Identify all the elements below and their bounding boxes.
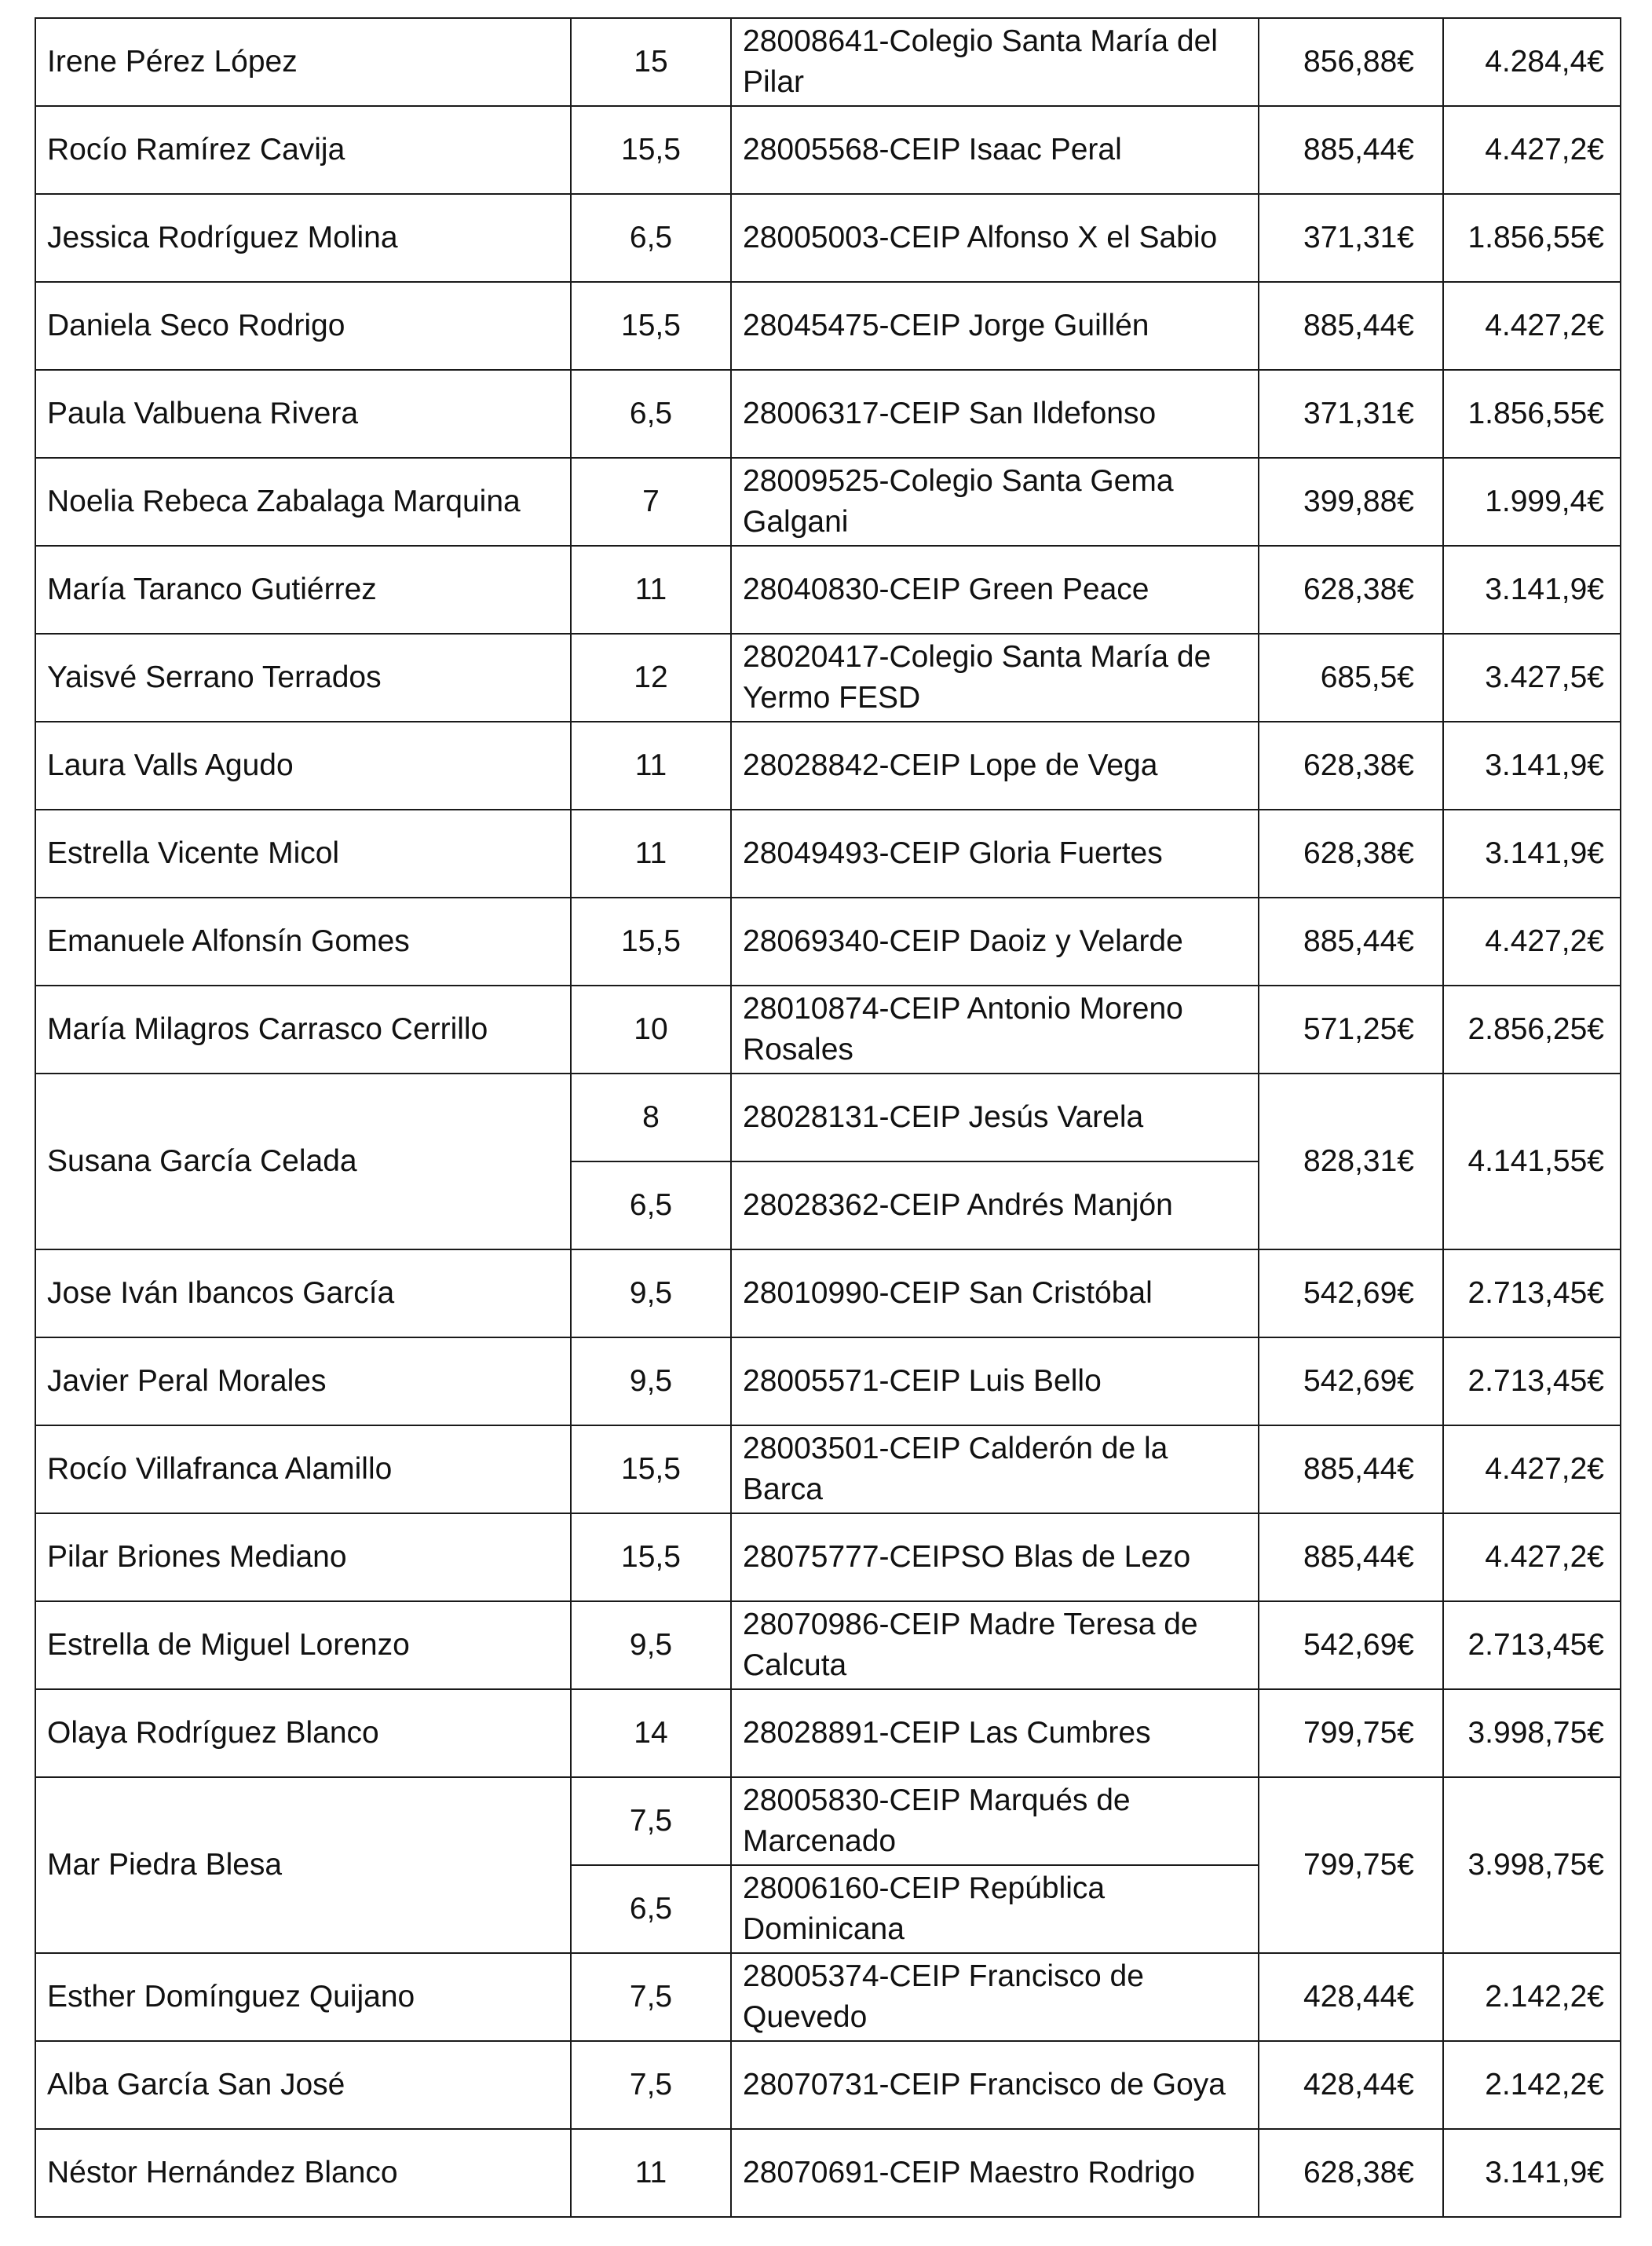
monthly-amount: 856,88€: [1259, 18, 1443, 106]
teacher-name: Alba García San José: [35, 2041, 571, 2129]
hours-cell: 6,5: [571, 1865, 731, 1953]
hours-cell: 12: [571, 634, 731, 722]
teacher-name: Rocío Ramírez Cavija: [35, 106, 571, 194]
hours-cell: 6,5: [571, 1161, 731, 1249]
school-cell: 28005374-CEIP Francisco de Quevedo: [731, 1953, 1259, 2041]
monthly-amount: 371,31€: [1259, 194, 1443, 282]
hours-cell: 11: [571, 546, 731, 634]
total-amount: 1.856,55€: [1443, 194, 1621, 282]
hours-cell: 15,5: [571, 1513, 731, 1601]
school-cell: 28040830-CEIP Green Peace: [731, 546, 1259, 634]
school-cell: 28010990-CEIP San Cristóbal: [731, 1249, 1259, 1337]
table-row: [35, 458, 1621, 546]
teacher-name: Rocío Villafranca Alamillo: [35, 1425, 571, 1513]
teacher-name: Yaisvé Serrano Terrados: [35, 634, 571, 722]
total-amount: 4.427,2€: [1443, 282, 1621, 370]
total-amount: 2.713,45€: [1443, 1337, 1621, 1425]
total-amount: 2.142,2€: [1443, 1953, 1621, 2041]
teacher-name: Néstor Hernández Blanco: [35, 2129, 571, 2217]
monthly-amount: 885,44€: [1259, 106, 1443, 194]
school-cell: 28010874-CEIP Antonio Moreno Rosales: [731, 986, 1259, 1074]
school-cell: 28070986-CEIP Madre Teresa de Calcuta: [731, 1601, 1259, 1689]
hours-cell: 9,5: [571, 1249, 731, 1337]
teacher-name: María Milagros Carrasco Cerrillo: [35, 986, 571, 1074]
hours-cell: 6,5: [571, 370, 731, 458]
total-amount: 2.142,2€: [1443, 2041, 1621, 2129]
school-cell: 28028842-CEIP Lope de Vega: [731, 722, 1259, 810]
hours-cell: 11: [571, 810, 731, 898]
total-amount: 1.999,4€: [1443, 458, 1621, 546]
teacher-name: Emanuele Alfonsín Gomes: [35, 898, 571, 986]
school-cell: 28005003-CEIP Alfonso X el Sabio: [731, 194, 1259, 282]
hours-cell: 7,5: [571, 2041, 731, 2129]
monthly-amount: 799,75€: [1259, 1689, 1443, 1777]
school-cell: 28020417-Colegio Santa María de Yermo FESD: [731, 634, 1259, 722]
hours-cell: 7,5: [571, 1953, 731, 2041]
hours-cell: 15: [571, 18, 731, 106]
hours-cell: 11: [571, 2129, 731, 2217]
table-row: [35, 1425, 1621, 1513]
table-row: [35, 1601, 1621, 1689]
monthly-amount: 399,88€: [1259, 458, 1443, 546]
table-row: [35, 194, 1621, 282]
hours-cell: 7: [571, 458, 731, 546]
total-amount: 3.141,9€: [1443, 810, 1621, 898]
total-amount: 3.998,75€: [1443, 1689, 1621, 1777]
hours-cell: 7,5: [571, 1777, 731, 1865]
teacher-name: Esther Domínguez Quijano: [35, 1953, 571, 2041]
teacher-name: Susana García Celada: [35, 1074, 571, 1249]
table-row: [35, 546, 1621, 634]
table-row: [35, 634, 1621, 722]
table-row: [35, 2041, 1621, 2129]
table-row: [35, 1513, 1621, 1601]
teacher-name: Estrella Vicente Micol: [35, 810, 571, 898]
table-row: [35, 722, 1621, 810]
school-cell: 28069340-CEIP Daoiz y Velarde: [731, 898, 1259, 986]
monthly-amount: 628,38€: [1259, 546, 1443, 634]
hours-cell: 15,5: [571, 282, 731, 370]
hours-cell: 15,5: [571, 106, 731, 194]
school-cell: 28005568-CEIP Isaac Peral: [731, 106, 1259, 194]
school-cell: 28009525-Colegio Santa Gema Galgani: [731, 458, 1259, 546]
school-cell: 28006160-CEIP República Dominicana: [731, 1865, 1259, 1953]
total-amount: 3.427,5€: [1443, 634, 1621, 722]
total-amount: 3.998,75€: [1443, 1777, 1621, 1953]
table-row: [35, 370, 1621, 458]
school-cell: 28049493-CEIP Gloria Fuertes: [731, 810, 1259, 898]
monthly-amount: 628,38€: [1259, 810, 1443, 898]
monthly-amount: 828,31€: [1259, 1074, 1443, 1249]
school-cell: 28028891-CEIP Las Cumbres: [731, 1689, 1259, 1777]
total-amount: 2.713,45€: [1443, 1249, 1621, 1337]
teacher-name: Estrella de Miguel Lorenzo: [35, 1601, 571, 1689]
monthly-amount: 542,69€: [1259, 1249, 1443, 1337]
teacher-name: Pilar Briones Mediano: [35, 1513, 571, 1601]
school-cell: 28070691-CEIP Maestro Rodrigo: [731, 2129, 1259, 2217]
table-row: [35, 1337, 1621, 1425]
teacher-name: Irene Pérez López: [35, 18, 571, 106]
total-amount: 4.284,4€: [1443, 18, 1621, 106]
hours-cell: 9,5: [571, 1337, 731, 1425]
school-cell: 28028131-CEIP Jesús Varela: [731, 1074, 1259, 1161]
school-cell: 28003501-CEIP Calderón de la Barca: [731, 1425, 1259, 1513]
hours-cell: 9,5: [571, 1601, 731, 1689]
monthly-amount: 885,44€: [1259, 1425, 1443, 1513]
teacher-name: Jessica Rodríguez Molina: [35, 194, 571, 282]
table-row: [35, 1953, 1621, 2041]
total-amount: 4.427,2€: [1443, 1513, 1621, 1601]
monthly-amount: 885,44€: [1259, 1513, 1443, 1601]
hours-cell: 14: [571, 1689, 731, 1777]
total-amount: 1.856,55€: [1443, 370, 1621, 458]
monthly-amount: 571,25€: [1259, 986, 1443, 1074]
table-row: [35, 810, 1621, 898]
table-row: [35, 898, 1621, 986]
monthly-amount: 371,31€: [1259, 370, 1443, 458]
table-row: [35, 986, 1621, 1074]
teacher-name: Noelia Rebeca Zabalaga Marquina: [35, 458, 571, 546]
monthly-amount: 885,44€: [1259, 898, 1443, 986]
monthly-amount: 628,38€: [1259, 722, 1443, 810]
teacher-name: Olaya Rodríguez Blanco: [35, 1689, 571, 1777]
teacher-name: Daniela Seco Rodrigo: [35, 282, 571, 370]
teacher-name: Paula Valbuena Rivera: [35, 370, 571, 458]
monthly-amount: 542,69€: [1259, 1337, 1443, 1425]
total-amount: 4.427,2€: [1443, 106, 1621, 194]
monthly-amount: 799,75€: [1259, 1777, 1443, 1953]
teacher-name: Javier Peral Morales: [35, 1337, 571, 1425]
hours-cell: 15,5: [571, 898, 731, 986]
table-row: [35, 18, 1621, 106]
monthly-amount: 428,44€: [1259, 1953, 1443, 2041]
teacher-name: Mar Piedra Blesa: [35, 1777, 571, 1953]
school-cell: 28006317-CEIP San Ildefonso: [731, 370, 1259, 458]
table-row: [35, 2129, 1621, 2217]
teacher-name: Jose Iván Ibancos García: [35, 1249, 571, 1337]
assignments-table: [35, 17, 1621, 2218]
hours-cell: 15,5: [571, 1425, 731, 1513]
monthly-amount: 628,38€: [1259, 2129, 1443, 2217]
school-cell: 28008641-Colegio Santa María del Pilar: [731, 18, 1259, 106]
table-row: [35, 1777, 1621, 1865]
total-amount: 3.141,9€: [1443, 2129, 1621, 2217]
total-amount: 3.141,9€: [1443, 722, 1621, 810]
hours-cell: 10: [571, 986, 731, 1074]
teacher-name: María Taranco Gutiérrez: [35, 546, 571, 634]
table-row: [35, 282, 1621, 370]
total-amount: 2.856,25€: [1443, 986, 1621, 1074]
total-amount: 4.427,2€: [1443, 1425, 1621, 1513]
table-body: [35, 18, 1621, 2217]
table-row: [35, 1689, 1621, 1777]
hours-cell: 8: [571, 1074, 731, 1161]
monthly-amount: 685,5€: [1259, 634, 1443, 722]
total-amount: 4.427,2€: [1443, 898, 1621, 986]
school-cell: 28045475-CEIP Jorge Guillén: [731, 282, 1259, 370]
total-amount: 4.141,55€: [1443, 1074, 1621, 1249]
total-amount: 3.141,9€: [1443, 546, 1621, 634]
table-row: [35, 106, 1621, 194]
school-cell: 28005571-CEIP Luis Bello: [731, 1337, 1259, 1425]
table-row: [35, 1074, 1621, 1161]
school-cell: 28070731-CEIP Francisco de Goya: [731, 2041, 1259, 2129]
school-cell: 28005830-CEIP Marqués de Marcenado: [731, 1777, 1259, 1865]
monthly-amount: 428,44€: [1259, 2041, 1443, 2129]
monthly-amount: 885,44€: [1259, 282, 1443, 370]
school-cell: 28028362-CEIP Andrés Manjón: [731, 1161, 1259, 1249]
monthly-amount: 542,69€: [1259, 1601, 1443, 1689]
table-row: [35, 1249, 1621, 1337]
hours-cell: 6,5: [571, 194, 731, 282]
school-cell: 28075777-CEIPSO Blas de Lezo: [731, 1513, 1259, 1601]
total-amount: 2.713,45€: [1443, 1601, 1621, 1689]
teacher-name: Laura Valls Agudo: [35, 722, 571, 810]
hours-cell: 11: [571, 722, 731, 810]
